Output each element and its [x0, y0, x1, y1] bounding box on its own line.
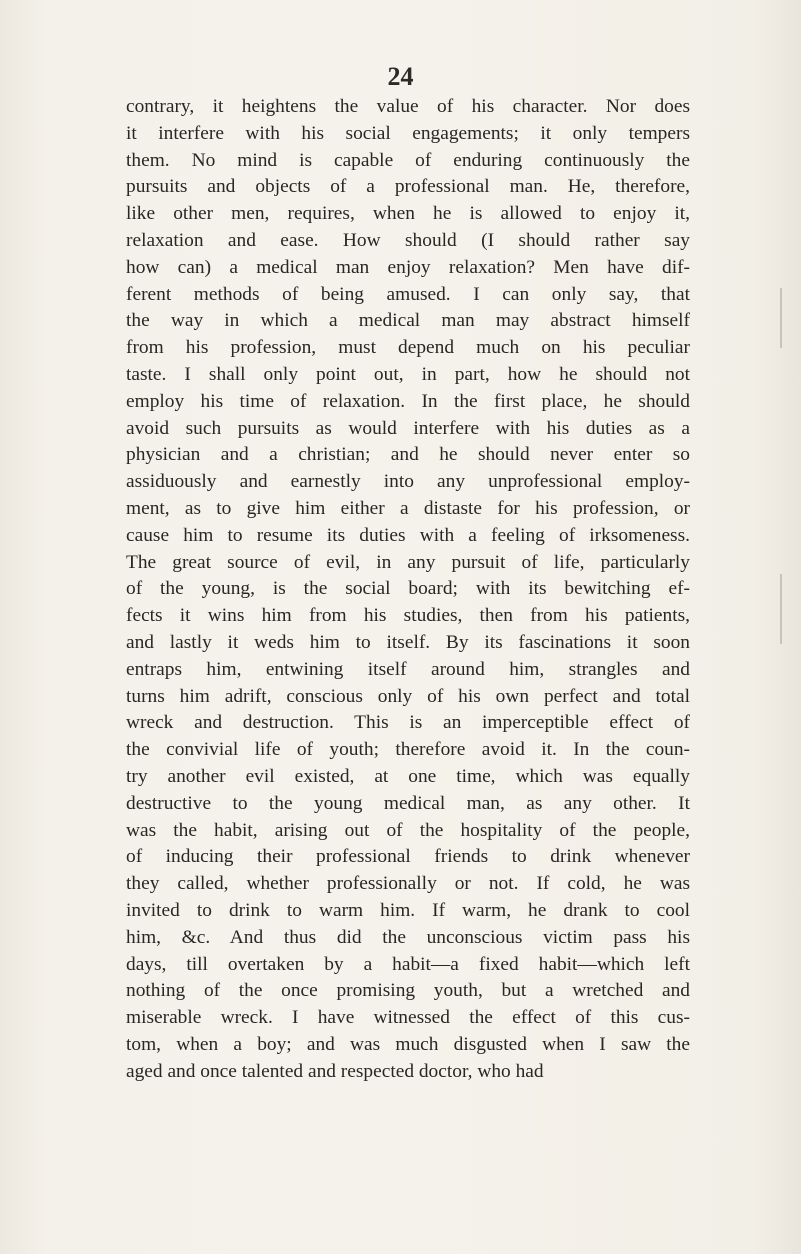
text-line: the convivial life of youth; therefore avoid it. In the coun- — [126, 739, 690, 761]
text-line: the way in which a medical man may abstract himself — [126, 310, 690, 332]
text-line: entraps him, entwining itself around him, strangles and — [126, 658, 690, 680]
text-line: contrary, it heightens the value of his character. Nor does — [126, 96, 690, 117]
text-line: destructive to the young medical man, as any other. It — [126, 792, 690, 814]
margin-shadow — [780, 574, 782, 644]
text-line: taste. I shall only point out, in part, how he should not — [126, 363, 690, 385]
page-number: 24 — [387, 62, 414, 91]
text-line: ment, as to give him either a distaste for his profession, or — [126, 497, 690, 519]
text-line: fects it wins him from his studies, then from his patients, — [126, 605, 690, 627]
text-line: from his profession, must depend much on his peculiar — [126, 337, 690, 359]
text-line: like other men, requires, when he is allowed to enjoy it, — [126, 203, 690, 225]
text-line: how can) a medical man enjoy relaxation? Men have dif- — [126, 256, 690, 278]
text-line: they called, whether professionally or not. If cold, he was — [126, 873, 690, 895]
text-line: was the habit, arising out of the hospitality of the people, — [126, 819, 690, 841]
text-line: them. No mind is capable of enduring continuously the — [126, 149, 690, 171]
text-line: assiduously and earnestly into any unprofessional employ- — [126, 471, 690, 493]
text-line: avoid such pursuits as would interfere with his duties as a — [126, 417, 690, 439]
text-line: of the young, is the social board; with its bewitching ef- — [126, 578, 690, 600]
text-line: cause him to resume its duties with a feeling of irksomeness. — [126, 524, 690, 546]
text-line: employ his time of relaxation. In the first place, he should — [126, 390, 690, 412]
text-line: him, &c. And thus did the unconscious victim pass his — [126, 926, 690, 948]
text-line: nothing of the once promising youth, but a wretched and — [126, 980, 690, 1002]
text-line: try another evil existed, at one time, which was equally — [126, 765, 690, 787]
text-line: and lastly it weds him to itself. By its fascinations it soon — [126, 631, 690, 653]
text-line: invited to drink to warm him. If warm, he drank to cool — [126, 899, 690, 921]
text-line: miserable wreck. I have witnessed the effect of this cus- — [126, 1007, 690, 1029]
body-text — [126, 94, 690, 1085]
text-line: The great source of evil, in any pursuit of life, particularly — [126, 551, 690, 573]
text-line: physician and a christian; and he should never enter so — [126, 444, 690, 466]
text-line: relaxation and ease. How should (I should rather say — [126, 229, 690, 251]
text-line: wreck and destruction. This is an imperceptible effect of — [126, 712, 690, 734]
text-line: of inducing their professional friends to drink whenever — [126, 846, 690, 868]
text-line: ferent methods of being amused. I can only say, that — [126, 283, 690, 305]
text-line: aged and once talented and respected doctor, who had — [126, 1060, 544, 1082]
text-line: pursuits and objects of a professional man. He, therefore, — [126, 176, 690, 198]
text-line: turns him adrift, conscious only of his own perfect and total — [126, 685, 690, 707]
text-line: it interfere with his social engagements; it only tempers — [126, 122, 690, 144]
text-line: tom, when a boy; and was much disgusted when I saw the — [126, 1033, 690, 1055]
text-line: days, till overtaken by a habit—a fixed habit—which left — [126, 953, 690, 975]
margin-shadow — [780, 288, 782, 348]
